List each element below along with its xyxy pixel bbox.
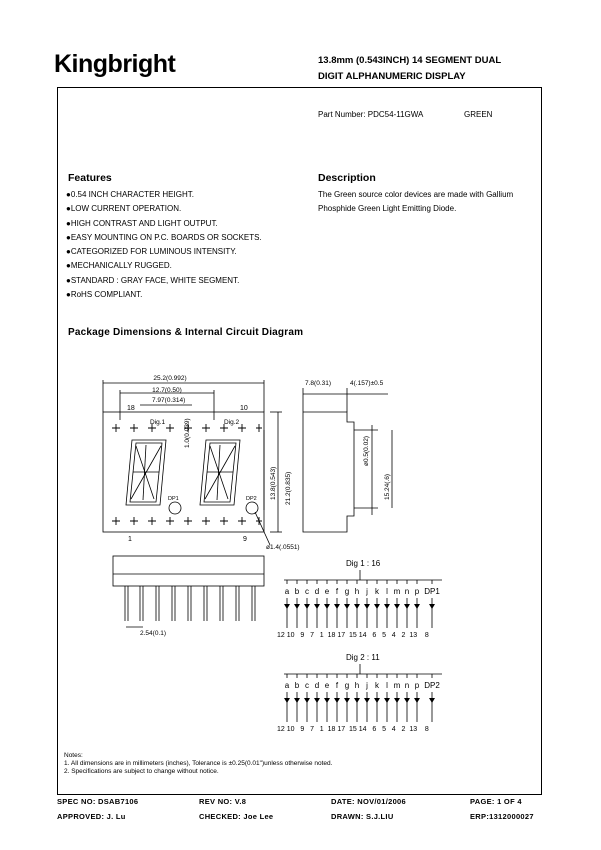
circuit-2-segment-label: e — [324, 681, 330, 690]
dig2-label: Dig.2 — [224, 419, 240, 426]
dim-pin-len: 4(.157)±0.5 — [350, 380, 384, 387]
circuit-2-segment-label: n — [404, 681, 410, 690]
note-1: 1. All dimensions are in millimeters (inches), Tolerance is ±0.25(0.01")unless otherwise noted. — [64, 760, 333, 767]
feature-item: ●EASY MOUNTING ON P.C. BOARDS OR SOCKETS. — [66, 232, 262, 242]
dim-width-total: 25.2(0.992) — [153, 375, 187, 382]
circuit-2-segment-label: j — [366, 681, 368, 690]
circuit-1-segment-label: e — [324, 587, 330, 596]
circuit-1-segment-label: b — [294, 587, 300, 596]
circuit-1-segment-label: k — [375, 587, 379, 596]
circuit-2-segment-label: m — [393, 681, 401, 690]
pin-10-label: 10 — [240, 405, 248, 412]
description-line-2: Phosphide Green Light Emitting Diode. — [318, 204, 457, 214]
title-line-2: DIGIT ALPHANUMERIC DISPLAY — [318, 71, 466, 82]
emitting-color: GREEN — [464, 110, 493, 119]
circuit-1-segment-label: h — [354, 587, 360, 596]
circuit-2-title: Dig 2 : 11 — [346, 653, 380, 662]
features-heading: Features — [68, 172, 112, 184]
dim-digit-width: 7.97(0.314) — [152, 397, 186, 404]
pin-9-label: 9 — [243, 536, 247, 543]
note-2: 2. Specifications are subject to change without notice. — [64, 768, 219, 775]
circuit-1-segment-label: d — [314, 587, 320, 596]
dim-digit-pitch: 12.7(0.50) — [152, 387, 182, 394]
document-date: DATE: NOV/01/2006 — [331, 797, 406, 806]
circuit-1-segment-label: f — [335, 587, 339, 596]
circuit-1-segment-label: n — [404, 587, 410, 596]
circuit-2-segment-label: g — [344, 681, 350, 690]
dim-body-height: 21.2(0.835) — [285, 471, 292, 505]
dp2-label: DP2 — [246, 496, 257, 502]
circuit-2-segment-label: p — [414, 681, 420, 690]
feature-item: ●CATEGORIZED FOR LUMINOUS INTENSITY. — [66, 247, 237, 257]
drawn-by: DRAWN: S.J.LIU — [331, 812, 394, 821]
pin-1-label: 1 — [128, 536, 132, 543]
circuit-1-segment-label: a — [284, 587, 290, 596]
circuit-2-segment-label: k — [375, 681, 379, 690]
circuit-2-segment-label: h — [354, 681, 360, 690]
notes — [64, 752, 332, 776]
dp1-label: DP1 — [168, 496, 179, 502]
feature-item: ●RoHS COMPLIANT. — [66, 290, 143, 300]
circuit-1-segment-label: p — [414, 587, 420, 596]
circuit-1-segment-label: j — [366, 587, 368, 596]
circuit-1-segment-label: DP1 — [424, 587, 440, 596]
circuit-1-segment-label: c — [305, 587, 309, 596]
circuit-2-segment-label: f — [335, 681, 339, 690]
description-heading: Description — [318, 172, 376, 184]
circuit-2-segment-label: c — [305, 681, 309, 690]
package-heading: Package Dimensions & Internal Circuit Diagram — [68, 327, 304, 338]
dig1-label: Dig.1 — [150, 419, 166, 426]
feature-item: ●0.54 INCH CHARACTER HEIGHT. — [66, 190, 194, 199]
dp2-dot — [246, 502, 258, 514]
description-line-1: The Green source color devices are made with Gallium — [318, 190, 514, 199]
dim-depth: 7.8(0.31) — [305, 380, 332, 387]
circuit-2-segment-label: a — [284, 681, 290, 690]
circuit-2-segment-label: b — [294, 681, 300, 690]
dim-seg-thick: 1.0(0.039) — [184, 418, 191, 448]
circuit-1-segment-label: m — [393, 587, 401, 596]
circuit-1-segment-label: l — [386, 587, 388, 596]
pin-18-label: 18 — [127, 405, 135, 412]
title-line-1: 13.8mm (0.543INCH) 14 SEGMENT DUAL — [318, 55, 502, 66]
circuit-2-diagram — [284, 664, 442, 722]
spec-number: SPEC NO: DSAB7106 — [57, 797, 139, 806]
checked-by: CHECKED: Joe Lee — [199, 812, 274, 821]
circuit-1-diagram — [284, 570, 442, 628]
circuit-1-pins: 12 10 9 7 1 18 17 15 14 6 5 4 2 13 8 — [277, 632, 429, 639]
dim-dp-dia: ø1.4(.0551) — [266, 544, 300, 551]
page-number: PAGE: 1 OF 4 — [470, 797, 522, 806]
approved-by: APPROVED: J. Lu — [57, 812, 126, 821]
side-view — [303, 388, 392, 532]
feature-item: ●STANDARD : GRAY FACE, WHITE SEGMENT. — [66, 275, 240, 285]
dim-char-height: 13.8(0.543) — [270, 466, 277, 500]
circuit-2-segment-label: d — [314, 681, 320, 690]
notes-heading: Notes: — [64, 752, 83, 759]
circuit-1-segment-label: g — [344, 587, 350, 596]
circuit-2-segment-label: DP2 — [424, 681, 440, 690]
dim-pin-dia: ø0.5(0.02) — [363, 436, 370, 466]
feature-item: ●HIGH CONTRAST AND LIGHT OUTPUT. — [66, 218, 218, 228]
revision-number: REV NO: V.8 — [199, 797, 247, 806]
circuit-1-title: Dig 1 : 16 — [346, 559, 381, 568]
bottom-view — [113, 556, 264, 627]
digit-2-outline — [200, 440, 240, 505]
part-number: Part Number: PDC54-11GWA — [318, 110, 424, 119]
feature-item: ●LOW CURRENT OPERATION. — [66, 204, 182, 214]
dim-pin-pitch: 2.54(0.1) — [140, 630, 167, 637]
dp1-dot — [169, 502, 181, 514]
circuit-2-pins: 12 10 9 7 1 18 17 15 14 6 5 4 2 13 8 — [277, 726, 429, 733]
brand-logo: Kingbright — [54, 50, 176, 78]
dim-pin-row: 15.24(.6) — [384, 473, 391, 500]
dp-leader — [255, 512, 270, 545]
digit-1-outline — [126, 440, 166, 505]
circuit-2-segment-label: l — [386, 681, 388, 690]
erp-number: ERP:1312000027 — [470, 812, 534, 821]
feature-item: ●MECHANICALLY RUGGED. — [66, 261, 172, 271]
